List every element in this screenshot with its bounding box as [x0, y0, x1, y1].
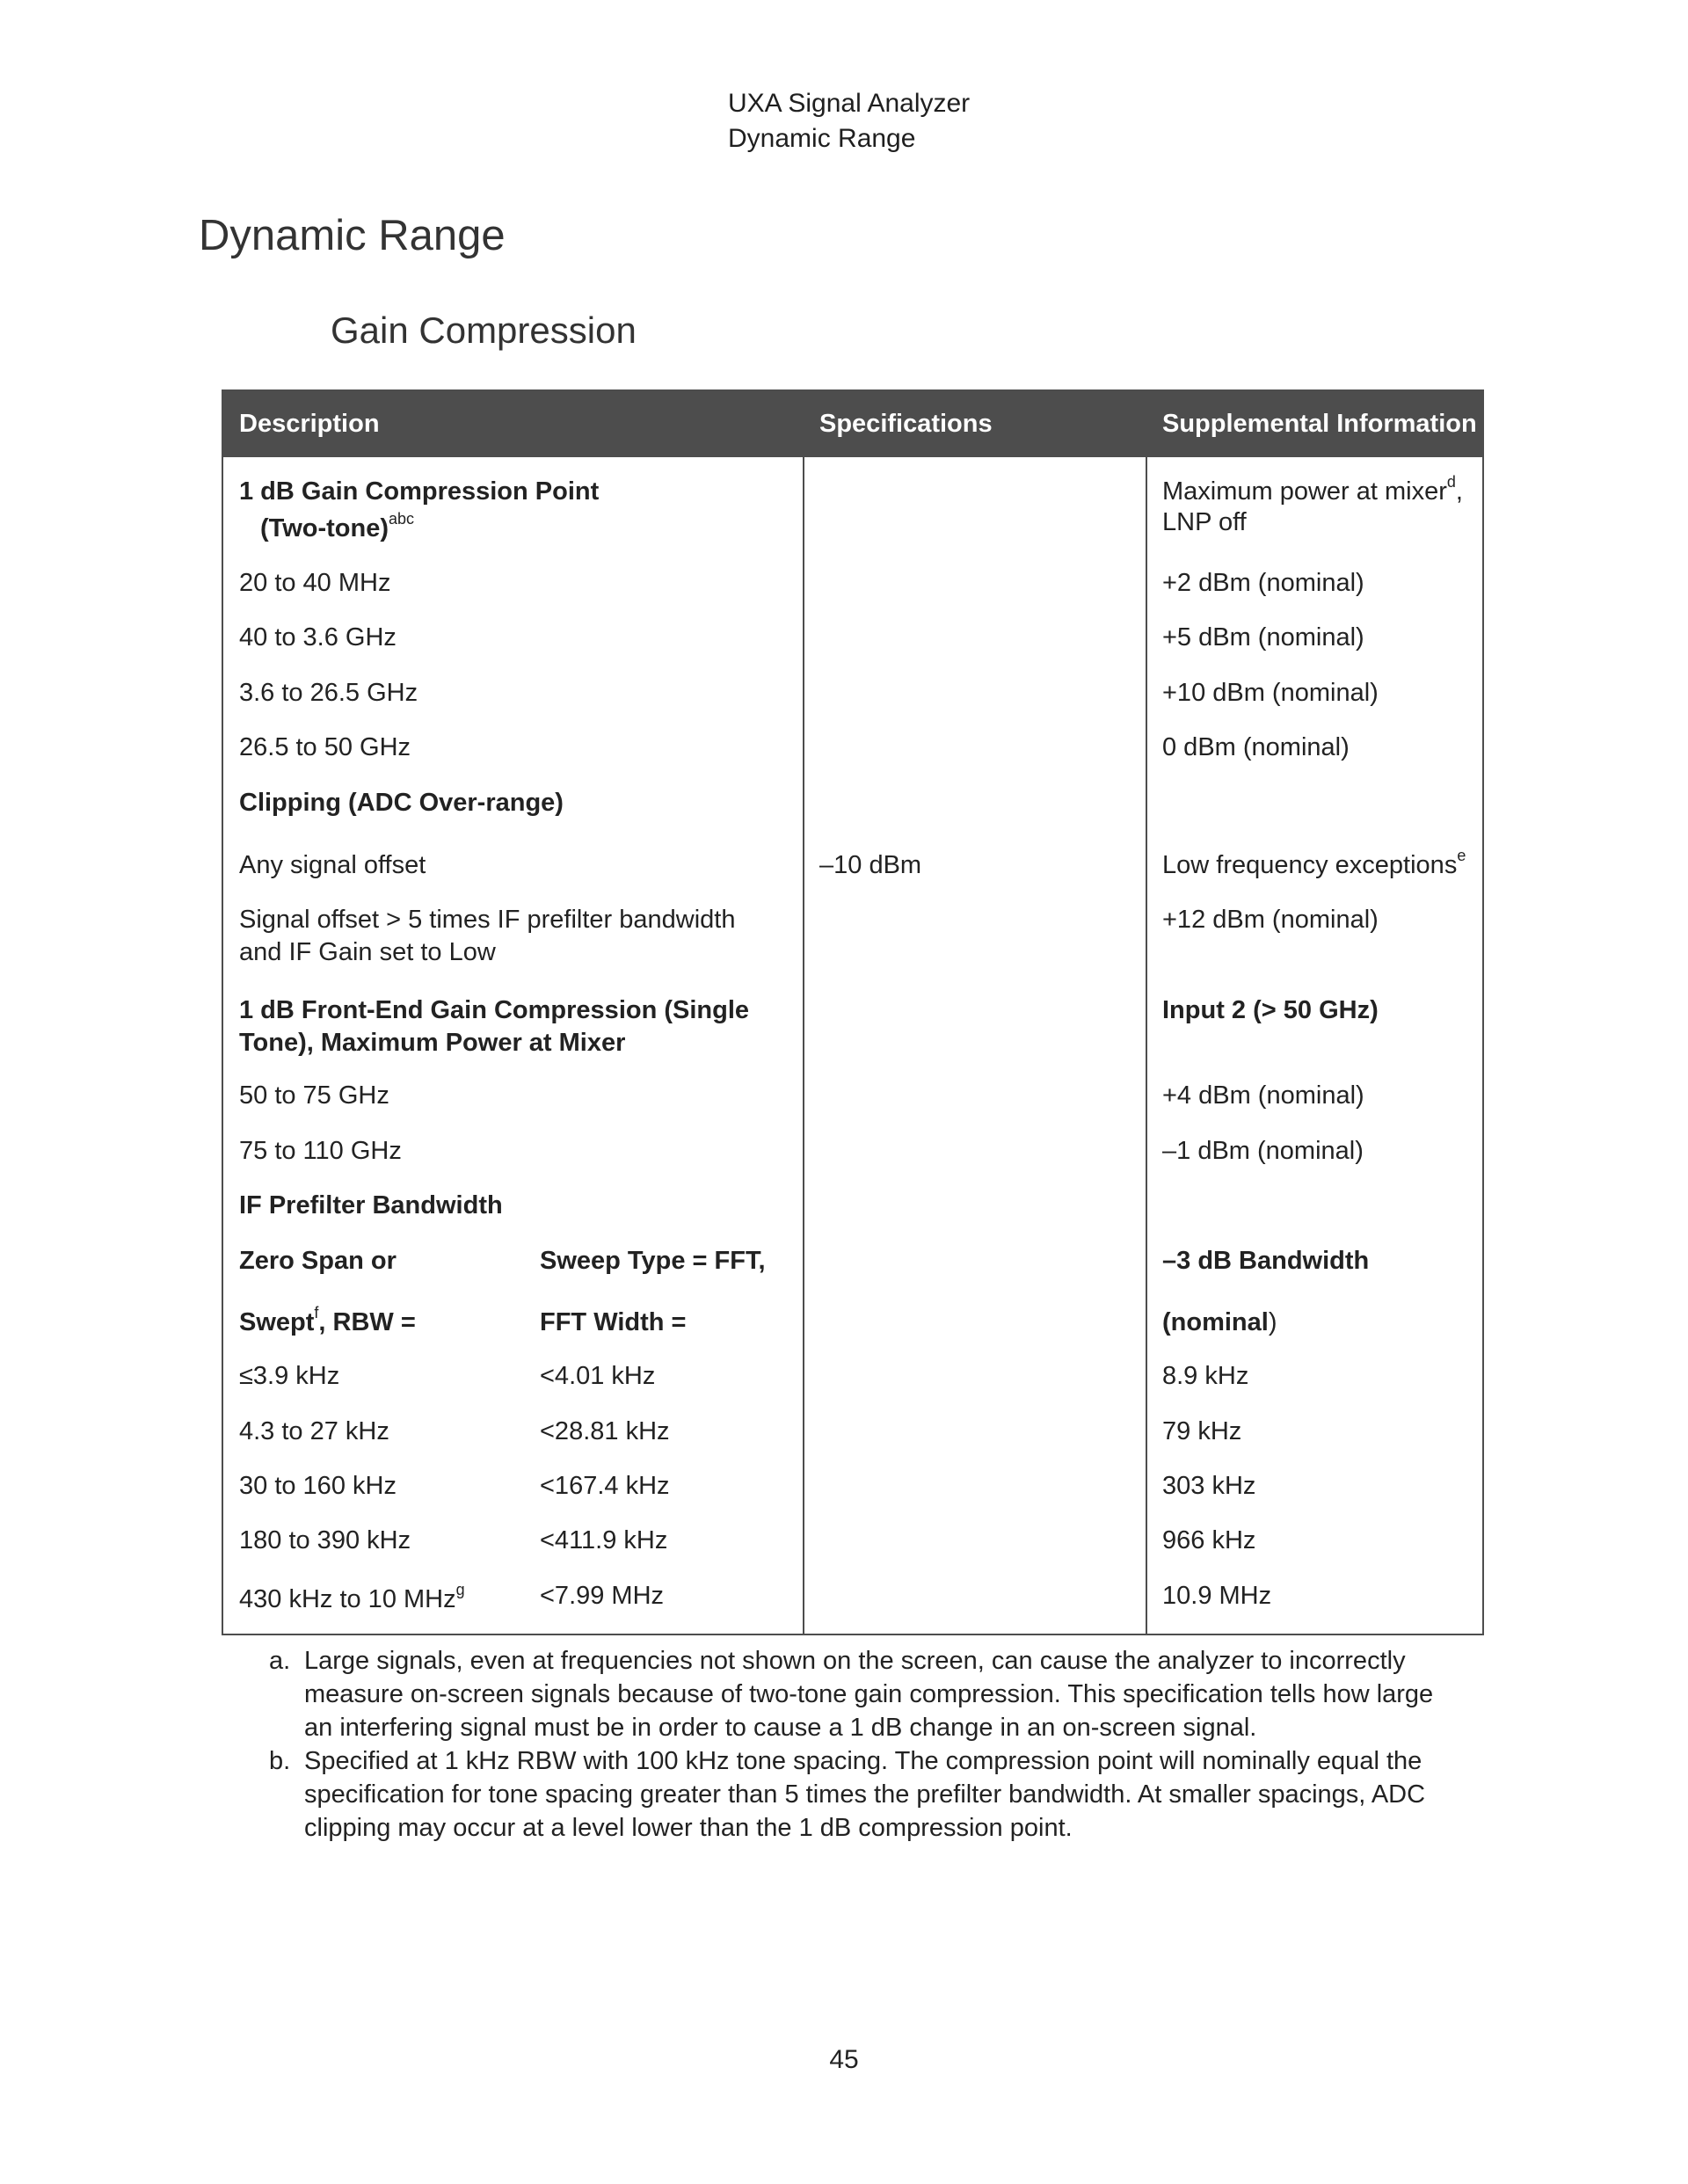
- footnote-mark: b.: [269, 1747, 291, 1775]
- footnote-mark: a.: [269, 1647, 291, 1675]
- column-divider: [803, 391, 804, 1634]
- fft-width-value: <411.9 kHz: [540, 1526, 668, 1554]
- subsection-title: Gain Compression: [331, 309, 637, 351]
- clipping-spec-value: –10 dBm: [819, 851, 922, 879]
- rbw-value: 180 to 390 kHz: [239, 1526, 411, 1554]
- if-prefilter-col1-head: Zero Span or: [239, 1247, 397, 1275]
- freq-range-value: +4 dBm (nominal): [1162, 1081, 1364, 1110]
- freq-range-value: +10 dBm (nominal): [1162, 679, 1379, 707]
- if-prefilter-col3-head-line2: (nominal): [1162, 1308, 1277, 1336]
- freq-range-row: 26.5 to 50 GHz: [239, 733, 411, 761]
- header-section-name: Dynamic Range: [728, 124, 916, 153]
- if-prefilter-col1-head-line2: Swept$^f$, RBW =: [239, 1304, 416, 1336]
- freq-range-row: 3.6 to 26.5 GHz: [239, 679, 418, 707]
- freq-range-row: 50 to 75 GHz: [239, 1081, 389, 1110]
- bandwidth-value: 10.9 MHz: [1162, 1582, 1272, 1610]
- if-prefilter-title: IF Prefilter Bandwidth: [239, 1191, 503, 1219]
- footnote-ref: abc: [389, 510, 415, 528]
- clipping-signal-offset-supp: +12 dBm (nominal): [1162, 906, 1379, 934]
- footnote-a: [269, 1644, 1438, 1744]
- clipping-signal-offset-label: Signal offset > 5 times IF prefilter bandwidth and IF Gain set to Low: [239, 906, 736, 966]
- footnote-b: [269, 1744, 1438, 1845]
- fft-width-value: <4.01 kHz: [540, 1362, 656, 1390]
- table-header-row: [223, 391, 1482, 457]
- footnote-ref: f: [314, 1304, 319, 1322]
- freq-range-row: 20 to 40 MHz: [239, 569, 391, 597]
- freq-range-row: 75 to 110 GHz: [239, 1137, 402, 1165]
- footnote-text: Specified at 1 kHz RBW with 100 kHz tone spacing. The compression point will nominally equal the specification for tone spacing greater than 5 times the prefilter bandwidth. At smaller spacings, ADC clipping may occur at a level lower than the 1 dB compression point.: [304, 1747, 1426, 1842]
- bandwidth-value: 8.9 kHz: [1162, 1362, 1249, 1390]
- compression-point-supp-line1: Maximum power at mixer$^d$,: [1162, 473, 1463, 506]
- footnote-ref: e: [1457, 847, 1466, 865]
- footnote-text: Large signals, even at frequencies not shown on the screen, can cause the analyzer to incorrectly measure on-screen signals because of two-tone gain compression. This specification tells how large an interfering signal must be in order to cause a 1 dB change in an on-screen signal.: [304, 1647, 1434, 1742]
- bandwidth-value: 303 kHz: [1162, 1472, 1256, 1500]
- footnotes: [269, 1644, 1438, 1845]
- compression-point-subtitle: (Two-tone)$^{abc}$: [260, 510, 415, 542]
- rbw-value: ≤3.9 kHz: [239, 1362, 340, 1390]
- bandwidth-value: 79 kHz: [1162, 1417, 1242, 1445]
- rbw-value: 30 to 160 kHz: [239, 1472, 397, 1500]
- if-prefilter-col2-head-line2: FFT Width =: [540, 1308, 687, 1336]
- header-description: Description: [239, 410, 380, 438]
- footnote-ref: g: [455, 1581, 465, 1599]
- freq-range-value: 0 dBm (nominal): [1162, 733, 1350, 761]
- compression-point-title: 1 dB Gain Compression Point: [239, 477, 600, 506]
- freq-range-value: +2 dBm (nominal): [1162, 569, 1364, 597]
- input2-label: Input 2 (> 50 GHz): [1162, 996, 1379, 1024]
- footnote-ref: d: [1446, 473, 1456, 491]
- if-prefilter-col3-head: –3 dB Bandwidth: [1162, 1247, 1370, 1275]
- header-supplemental: Supplemental Information: [1162, 410, 1477, 438]
- running-header: [728, 86, 970, 157]
- freq-range-row: 40 to 3.6 GHz: [239, 623, 397, 652]
- clipping-any-offset-supp: Low frequency exceptions$^e$: [1162, 847, 1466, 879]
- freq-range-value: +5 dBm (nominal): [1162, 623, 1364, 652]
- clipping-title: Clipping (ADC Over-range): [239, 789, 564, 817]
- header-specifications: Specifications: [819, 410, 993, 438]
- bandwidth-value: 966 kHz: [1162, 1526, 1256, 1554]
- page-number: 45: [829, 2045, 859, 2074]
- compression-point-supp-line2: LNP off: [1162, 508, 1247, 536]
- column-divider: [1146, 391, 1147, 1634]
- fft-width-value: <28.81 kHz: [540, 1417, 670, 1445]
- section-title: Dynamic Range: [199, 212, 506, 259]
- header-document-title: UXA Signal Analyzer: [728, 89, 971, 118]
- gain-compression-table: [222, 389, 1484, 1635]
- freq-range-value: –1 dBm (nominal): [1162, 1137, 1364, 1165]
- front-end-compression-title: 1 dB Front-End Gain Compression (Single Tone), Maximum Power at Mixer: [239, 996, 750, 1057]
- clipping-any-offset-label: Any signal offset: [239, 851, 426, 879]
- if-prefilter-col2-head: Sweep Type = FFT,: [540, 1247, 766, 1275]
- rbw-value: 430 kHz to 10 MHz$^g$: [239, 1581, 465, 1613]
- fft-width-value: <167.4 kHz: [540, 1472, 670, 1500]
- fft-width-value: <7.99 MHz: [540, 1582, 665, 1610]
- rbw-value: 4.3 to 27 kHz: [239, 1417, 389, 1445]
